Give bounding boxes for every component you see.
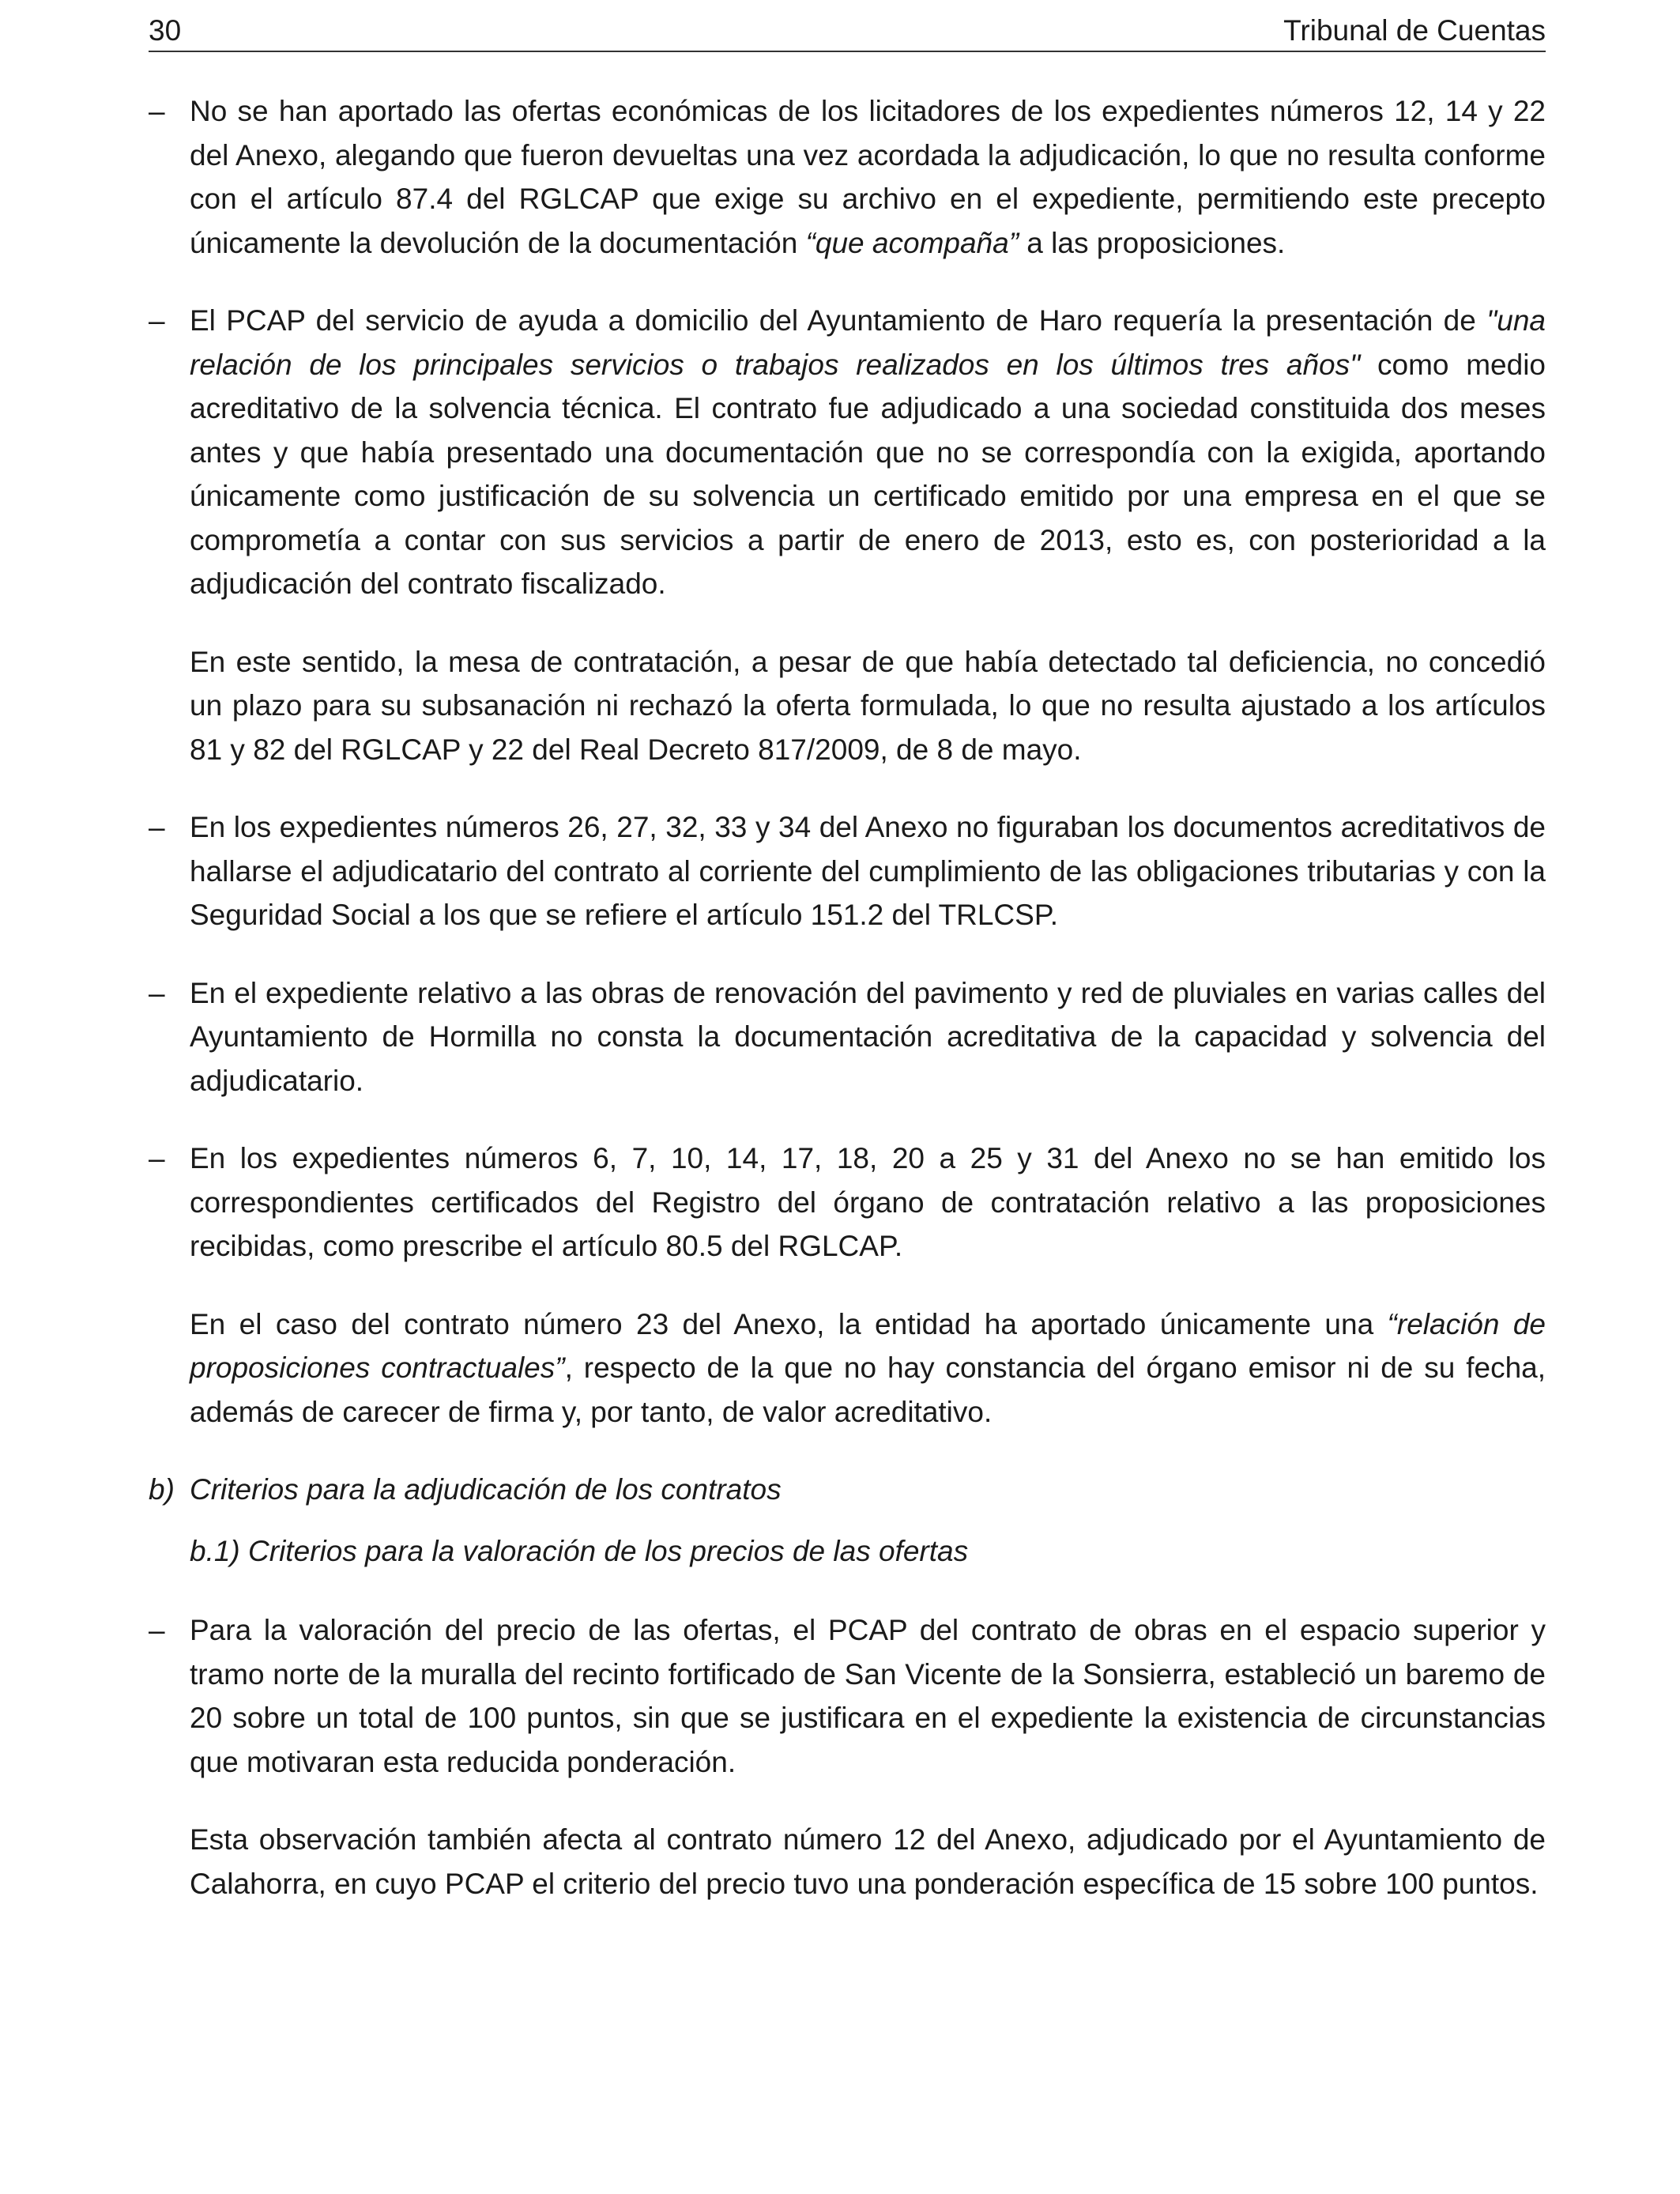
document-body xyxy=(149,89,1546,1940)
text: como medio acreditativo de la solvencia técnica. El contrato fue adjudicado a una sociedad constituida dos meses antes y que había presentado una documentación que no se correspondía con la exigida, aportando únicamente como justificación de su solvencia un certificado emitido por una empresa en el que se comprometía a contar con sus servicios a partir de enero de 2013, esto es, con posterioridad a la adjudicación del contrato fiscalizado. xyxy=(190,348,1546,600)
paragraph: Para la valoración del precio de las ofertas, el PCAP del contrato de obras en el espacio superior y tramo norte de la muralla del recinto fortificado de San Vicente de la Sonsierra, estableció un baremo de 20 sobre un total de 100 puntos, sin que se justificara en el expediente la existencia de circunstancias que motivaran esta reducida ponderación. xyxy=(190,1614,1546,1778)
bullet-dash: – xyxy=(149,95,165,127)
bullet-dash: – xyxy=(149,1142,165,1174)
header-title: Tribunal de Cuentas xyxy=(1283,14,1546,47)
continuation-paragraph xyxy=(149,640,1546,772)
italic-quote: "una relación de los principales servicios o trabajos realizados en los últimos tres años" xyxy=(190,304,1546,381)
list-item xyxy=(149,971,1546,1103)
paragraph: Esta observación también afecta al contrato número 12 del Anexo, adjudicado por el Ayuntamiento de Calahorra, en cuyo PCAP el criterio del precio tuvo una ponderación específica de 15 sobre 100 puntos. xyxy=(190,1823,1546,1900)
bullet-dash: – xyxy=(149,976,165,1009)
paragraph xyxy=(190,299,1546,606)
text: a las proposiciones. xyxy=(1019,226,1286,259)
continuation-paragraph xyxy=(149,1818,1546,1906)
section-label: b) xyxy=(149,1473,175,1506)
list-item xyxy=(149,89,1546,265)
text: , respecto de la que no hay constancia del órgano emisor ni de su fecha, además de carecer de firma y, por tanto, de valor acreditativo. xyxy=(190,1351,1546,1428)
list-item xyxy=(149,1608,1546,1784)
paragraph: En este sentido, la mesa de contratación, a pesar de que había detectado tal deficiencia, no concedió un plazo para su subsanación ni rechazó la oferta formulada, lo que no resulta ajustado a los artículos 81 y 82 del RGLCAP y 22 del Real Decreto 817/2009, de 8 de mayo. xyxy=(190,645,1546,766)
paragraph: En el expediente relativo a las obras de renovación del pavimento y red de pluviales en varias calles del Ayuntamiento de Hormilla no consta la documentación acreditativa de la capacidad y solvencia del adjudicatario. xyxy=(190,976,1546,1097)
page-header xyxy=(149,11,1546,52)
subsection-heading-b1: b.1) Criterios para la valoración de los precios de las ofertas xyxy=(190,1534,969,1567)
section-heading-b xyxy=(149,1468,1546,1512)
bullet-dash: – xyxy=(149,811,165,843)
text: El PCAP del servicio de ayuda a domicilio del Ayuntamiento de Haro requería la presentación de xyxy=(190,304,1487,337)
paragraph xyxy=(190,1302,1546,1434)
bullet-dash: – xyxy=(149,304,165,337)
paragraph: En los expedientes números 6, 7, 10, 14, 17, 18, 20 a 25 y 31 del Anexo no se han emitido los correspondientes certificados del Registro del órgano de contratación relativo a las proposiciones recibidas, como prescribe el artículo 80.5 del RGLCAP. xyxy=(190,1142,1546,1262)
text: No se han aportado las ofertas económicas de los licitadores de los expedientes números 12, 14 y 22 del Anexo, alegando que fueron devueltas una vez acordada la adjudicación, lo que no resulta conforme con el artículo 87.4 del RGLCAP que exige su archivo en el expediente, permitiendo este precepto únicamente la devolución de la documentación xyxy=(190,95,1546,259)
bullet-dash: – xyxy=(149,1614,165,1646)
text: En el caso del contrato número 23 del Anexo, la entidad ha aportado únicamente una xyxy=(190,1307,1388,1340)
italic-quote: “que acompaña” xyxy=(805,226,1019,259)
page-number: 30 xyxy=(149,14,182,47)
continuation-paragraph xyxy=(149,1302,1546,1434)
italic-quote: “relación de proposiciones contractuales” xyxy=(190,1307,1546,1384)
paragraph xyxy=(190,89,1546,265)
list-item xyxy=(149,805,1546,937)
list-item xyxy=(149,299,1546,606)
section-title: Criterios para la adjudicación de los contratos xyxy=(190,1473,782,1506)
list-item xyxy=(149,1137,1546,1269)
paragraph: En los expedientes números 26, 27, 32, 33 y 34 del Anexo no figuraban los documentos acreditativos de hallarse el adjudicatario del contrato al corriente del cumplimiento de las obligaciones tributarias y con la Seguridad Social a los que se refiere el artículo 151.2 del TRLCSP. xyxy=(190,811,1546,931)
